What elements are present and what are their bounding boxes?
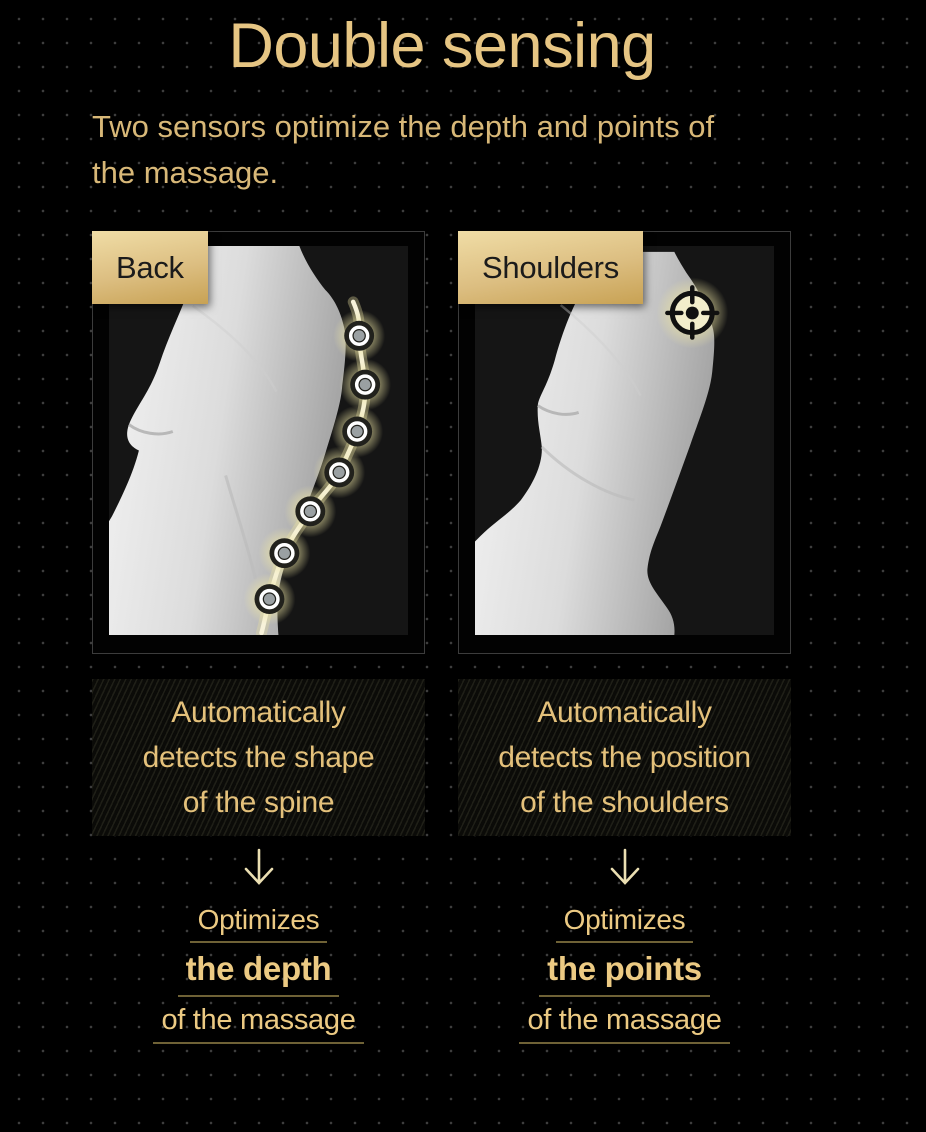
- shoulders-badge-label: Shoulders: [482, 249, 619, 285]
- description-line: of the shoulders: [520, 786, 729, 819]
- outcome-tail: of the massage: [519, 1004, 729, 1044]
- shoulders-sensing-column: [458, 231, 791, 1044]
- description-line: Automatically: [171, 696, 346, 729]
- page-title: Double sensing: [228, 11, 656, 81]
- back-badge-label: Back: [116, 249, 184, 285]
- torso-shoulders-image: [475, 246, 774, 635]
- down-arrow-icon: [458, 848, 791, 888]
- torso-spine-illustration: [109, 246, 408, 635]
- torso-silhouette: [109, 246, 346, 635]
- down-arrow-icon: [92, 848, 425, 888]
- back-sensing-column: [92, 231, 425, 1044]
- outcome-tail: of the massage: [153, 1004, 363, 1044]
- description-line: of the spine: [182, 786, 335, 819]
- outcome-emphasis: the depth: [178, 950, 340, 997]
- shoulders-outcome: [458, 904, 791, 1044]
- description-line: detects the position: [498, 741, 751, 774]
- shoulders-description-box: [458, 679, 791, 836]
- back-description-box: [92, 679, 425, 836]
- back-badge: [92, 231, 208, 304]
- back-outcome: [92, 904, 425, 1044]
- shoulder-target-icon: [656, 278, 728, 349]
- subtitle-line-1: Two sensors optimize the depth and points of: [92, 109, 715, 144]
- outcome-intro: Optimizes: [190, 904, 328, 943]
- section-subtitle: [92, 104, 792, 196]
- torso-shoulder-illustration: [475, 246, 774, 635]
- torso-back-image: [109, 246, 408, 635]
- description-line: Automatically: [537, 696, 712, 729]
- sensing-columns: [92, 231, 792, 1044]
- subtitle-line-2: the massage.: [92, 155, 279, 190]
- back-panel: [92, 231, 425, 654]
- outcome-emphasis: the points: [539, 950, 710, 997]
- shoulders-panel: [458, 231, 791, 654]
- double-sensing-section: [92, 0, 792, 1044]
- outcome-intro: Optimizes: [556, 904, 694, 943]
- description-line: detects the shape: [142, 741, 375, 774]
- shoulders-badge: [458, 231, 643, 304]
